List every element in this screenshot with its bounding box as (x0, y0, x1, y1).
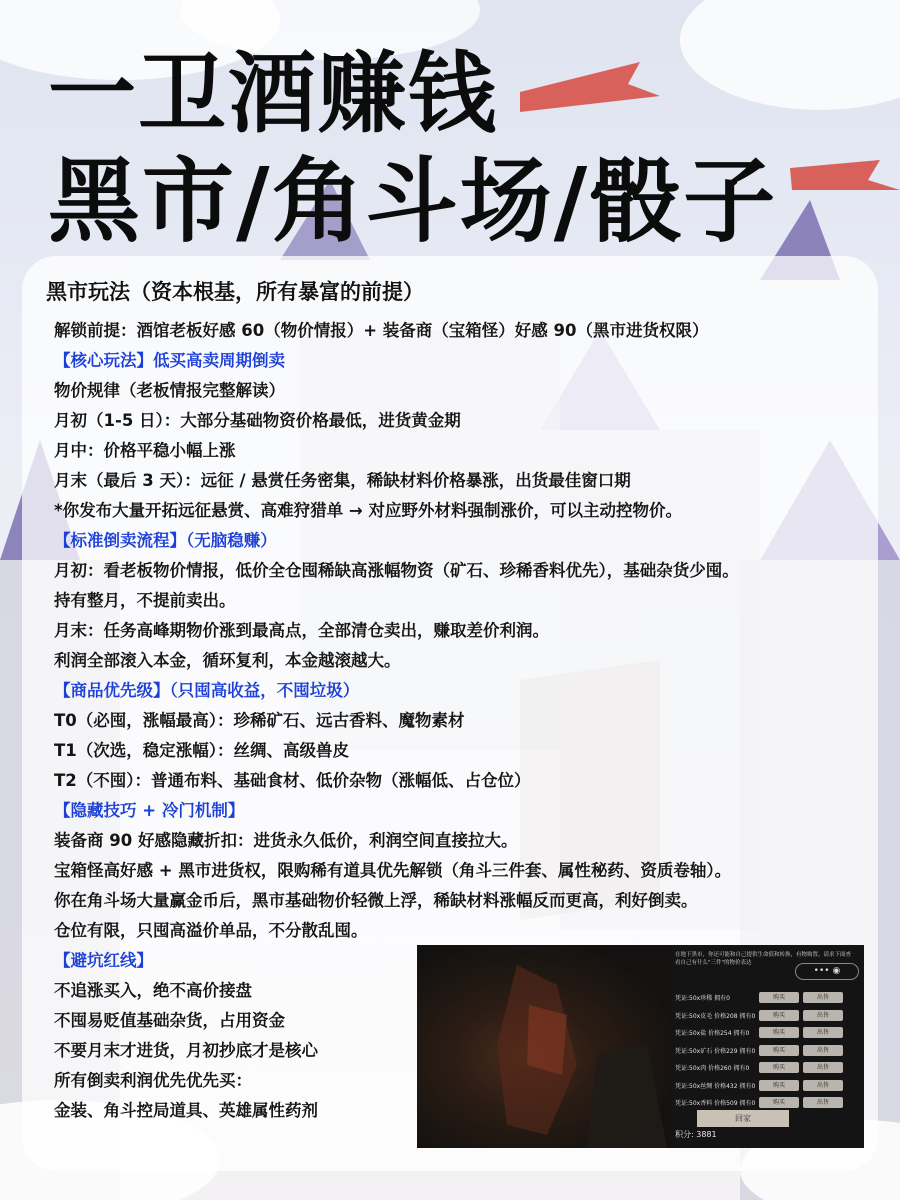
market-row-text: 凭证:50x矿石 价格229 拥有0 (675, 1047, 756, 1055)
text-line: 仓位有限，只囤高溢价单品，不分散乱囤。 (54, 921, 368, 940)
red-banner (520, 62, 660, 112)
text-line: 宝箱怪高好感 + 黑市进货权，限购稀有道具优先解锁（角斗三件套、属性秘药、资质卷轴）。 (54, 861, 732, 880)
sell-button[interactable]: 出售 (803, 1045, 843, 1056)
text-line: 【标准倒卖流程】（无脑稳赚） (54, 531, 277, 550)
market-row (675, 1007, 861, 1025)
text-line: T2（不囤）：普通布料、基础食材、低价杂物（涨幅低、占仓位） (54, 771, 531, 790)
text-line: 【商品优先级】（只囤高收益，不囤垃圾） (54, 681, 360, 700)
text-line: 月初：看老板物价情报，低价全仓囤稀缺高涨幅物资（矿石、珍稀香料优先），基础杂货少囤。 (54, 561, 739, 580)
points-readout: 积分: 3881 (675, 1130, 717, 1139)
dark-scene-art (417, 945, 672, 1148)
text-line: 金装、角斗控局道具、英雄属性药剂 (54, 1101, 318, 1120)
text-line: 月末：任务高峰期物价涨到最高点，全部清仓卖出，赚取差价利润。 (54, 621, 549, 640)
text-line: 不要月末才进货，月初抄底才是核心 (54, 1041, 318, 1060)
market-row (675, 1059, 861, 1077)
text-line: 装备商 90 好感隐藏折扣：进货永久低价，利润空间直接拉大。 (54, 831, 518, 850)
sell-button[interactable]: 出售 (803, 1010, 843, 1021)
market-row (675, 1077, 861, 1095)
text-line: 解锁前提：酒馆老板好感 60（物价情报）+ 装备商（宝箱怪）好感 90（黑市进货权限） (54, 321, 709, 340)
text-line: 物价规律（老板情报完整解读） (54, 381, 285, 400)
text-line: 不囤易贬值基础杂货，占用资金 (54, 1011, 285, 1030)
screenshot-note: 在地下黑市，你还可能和自己提供生命值和转换，有物购置。请求下面查看自己有什么"三件"的物价表达 (675, 952, 852, 966)
buy-button[interactable]: 购买 (759, 1062, 799, 1073)
text-line: 月末（最后 3 天）：远征 / 悬赏任务密集，稀缺材料价格暴涨，出货最佳窗口期 (54, 471, 631, 490)
sell-button[interactable]: 出售 (803, 1027, 843, 1038)
market-list (675, 989, 861, 1112)
game-scene-image (417, 945, 672, 1148)
text-line: *你发布大量开拓远征悬赏、高难狩猎单 → 对应野外材料强制涨价，可以主动控物价。 (54, 501, 682, 520)
market-row-text: 凭证:50x香料 价格509 拥有0 (675, 1100, 756, 1108)
text-line: 月初（1-5 日）：大部分基础物资价格最低，进货黄金期 (54, 411, 461, 430)
sell-button[interactable]: 出售 (803, 1097, 843, 1108)
red-banner (790, 160, 900, 190)
text-line: 利润全部滚入本金，循环复利，本金越滚越大。 (54, 651, 401, 670)
text-line: 不追涨买入，绝不高价接盘 (54, 981, 252, 1000)
text-line: T0（必囤，涨幅最高）：珍稀矿石、远古香料、魔物素材 (54, 711, 465, 730)
market-row (675, 1042, 861, 1060)
market-row-text: 凭证:50x丝绸 价格432 拥有0 (675, 1082, 756, 1090)
menu-capsule[interactable]: ••• ◉ (795, 963, 859, 980)
buy-button[interactable]: 购买 (759, 1010, 799, 1021)
sell-button[interactable]: 出售 (803, 992, 843, 1003)
buy-button[interactable]: 购买 (759, 1097, 799, 1108)
market-row-text: 凭证:50x珍稀 拥有0 (675, 995, 730, 1003)
sell-button[interactable]: 出售 (803, 1062, 843, 1073)
game-screenshot (417, 945, 864, 1148)
sell-button[interactable]: 出售 (803, 1080, 843, 1091)
buy-button[interactable]: 购买 (759, 1080, 799, 1091)
section-heading: 黑市玩法（资本根基，所有暴富的前提） (46, 280, 424, 304)
title-line-2: 黑市/角斗场/骰子 (48, 148, 778, 255)
market-row (675, 1094, 861, 1112)
buy-button[interactable]: 购买 (759, 992, 799, 1003)
go-home-button[interactable]: 回家 (697, 1110, 789, 1127)
text-line: 【隐藏技巧 + 冷门机制】 (54, 801, 245, 820)
market-row (675, 1024, 861, 1042)
text-line: T1（次选，稳定涨幅）：丝绸、高级兽皮 (54, 741, 349, 760)
cloud (680, 0, 900, 110)
buy-button[interactable]: 购买 (759, 1045, 799, 1056)
market-row-text: 凭证:50x肉 价格260 拥有0 (675, 1065, 750, 1073)
title-line-1: 一卫酒赚钱 (48, 42, 499, 145)
text-line: 【核心玩法】低买高卖周期倒卖 (54, 351, 285, 370)
text-line: 持有整月，不提前卖出。 (54, 591, 236, 610)
text-line: 【避坑红线】 (54, 951, 153, 970)
market-row-text: 凭证:50x盐 价格254 拥有0 (675, 1030, 750, 1038)
text-line: 你在角斗场大量赢金币后，黑市基础物价轻微上浮，稀缺材料涨幅反而更高，利好倒卖。 (54, 891, 698, 910)
text-line: 所有倒卖利润优先优先买： (54, 1071, 252, 1090)
market-row-text: 凭证:50x皮毛 价格208 拥有0 (675, 1012, 756, 1020)
text-line: 月中：价格平稳小幅上涨 (54, 441, 236, 460)
market-row (675, 989, 861, 1007)
buy-button[interactable]: 购买 (759, 1027, 799, 1038)
